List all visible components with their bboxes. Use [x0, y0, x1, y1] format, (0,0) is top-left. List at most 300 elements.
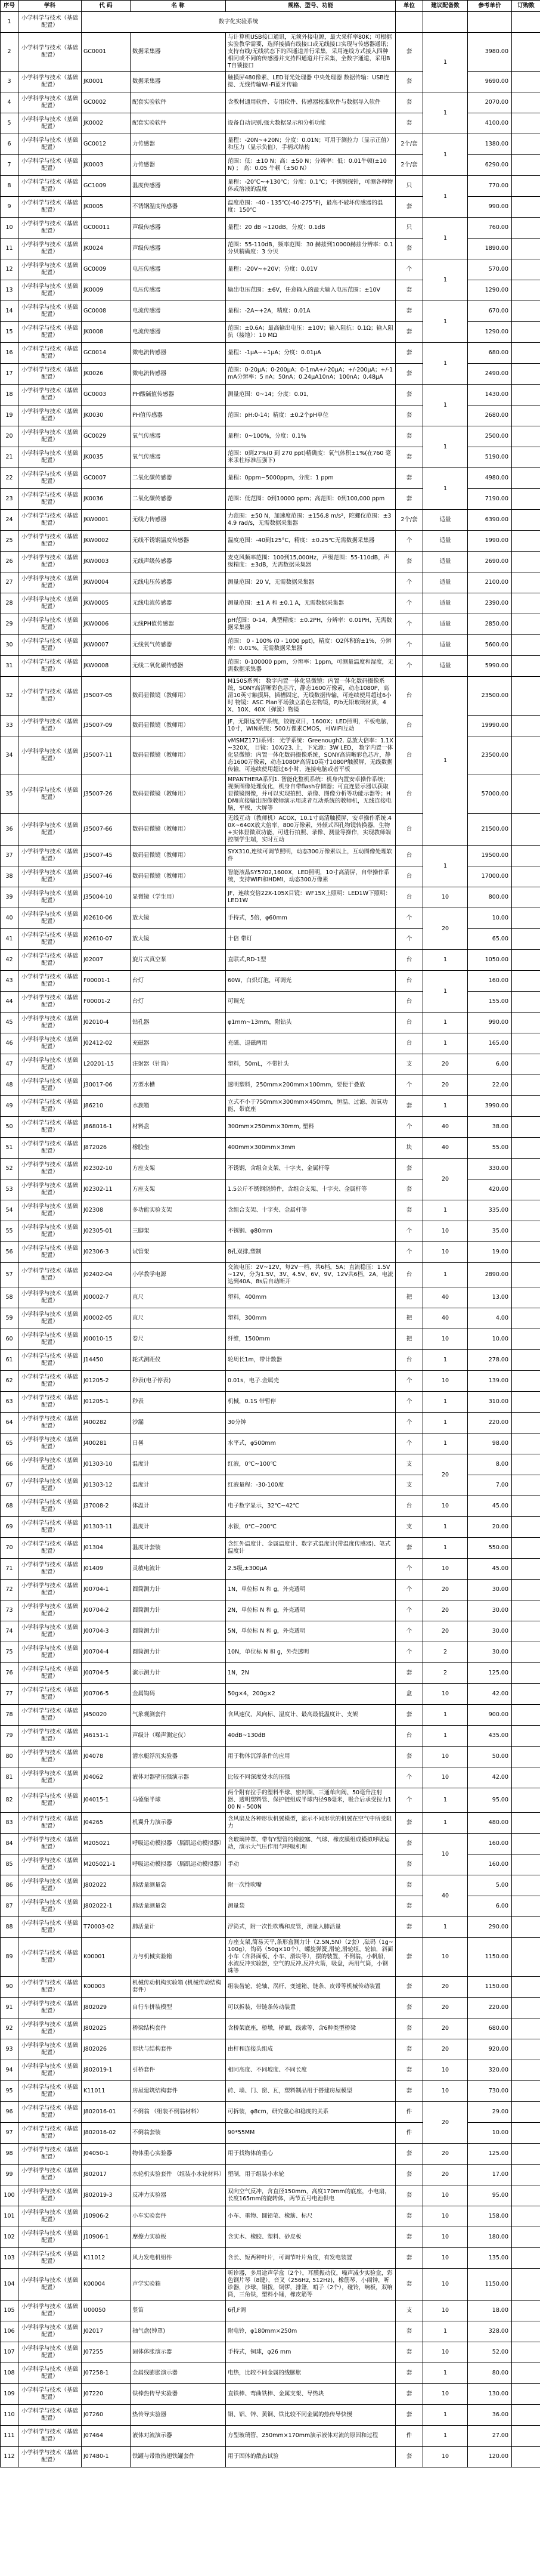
- table-row: [1, 677, 540, 716]
- cell-name: 声级传感器: [131, 239, 226, 259]
- cell-price: 2100.00: [468, 572, 512, 593]
- cell-name: 轮式测距仪: [131, 1350, 226, 1371]
- cell-unit: 套: [396, 2248, 423, 2269]
- cell-name: 数据采集器: [131, 72, 226, 92]
- cell-code: J802017: [82, 2165, 131, 2185]
- cell-unit: 套: [396, 1854, 423, 1875]
- cell-no: 64: [1, 1413, 18, 1433]
- table-row: [1, 1242, 540, 1263]
- table-row: [1, 552, 540, 572]
- cell-order: [512, 343, 540, 364]
- cell-qty: 1: [423, 1705, 468, 1726]
- cell-subject: 小学科学与技术（基础配置）: [18, 113, 82, 134]
- cell-price: 7.00: [468, 1475, 512, 1496]
- cell-unit: 个: [396, 531, 423, 552]
- cell-unit: 个: [396, 1767, 423, 1788]
- cell-subject: 小学科学与技术（基础配置）: [18, 1454, 82, 1475]
- cell-subject: 小学科学与技术（基础配置）: [18, 1854, 82, 1875]
- cell-name: 自行车拼装模型: [131, 1998, 226, 2018]
- cell-spec: 设备自动识别,强大数据显示和分析功能: [226, 113, 396, 134]
- table-row: [1, 2363, 540, 2384]
- cell-order: [512, 364, 540, 385]
- cell-name: PH值传感器: [131, 405, 226, 426]
- cell-spec: 0.01s，电子.金属壳: [226, 1371, 396, 1392]
- cell-unit: 套: [396, 92, 423, 113]
- cell-unit: 个: [396, 1433, 423, 1454]
- cell-name: 摩擦力实验板: [131, 2227, 226, 2248]
- table-row: [1, 2384, 540, 2405]
- table-row: [1, 1054, 540, 1075]
- table-row: [1, 2447, 540, 2467]
- cell-no: 105: [1, 2301, 18, 2321]
- cell-spec: 十倍 带灯: [226, 929, 396, 950]
- cell-name: 数码显微镜（教师用）: [131, 736, 226, 775]
- cell-subject: 小学科学与技术（基础配置）: [18, 2185, 82, 2206]
- cell-qty: 20: [423, 1977, 468, 1998]
- cell-spec: 量程：-20N~+20N；分度：0.01N；可用于测拉力（显示正值）和压力（显示负值），手柄式结构: [226, 134, 396, 155]
- cell-subject: 小学科学与技术（基础配置）: [18, 1896, 82, 1917]
- cell-code: J35007-26: [82, 775, 131, 814]
- cell-code: J01303-10: [82, 1454, 131, 1475]
- cell-name: 体温计: [131, 1496, 226, 1517]
- cell-price: 19.00: [468, 1242, 512, 1263]
- cell-price: 18.00: [468, 2301, 512, 2321]
- cell-order: [512, 1747, 540, 1767]
- cell-no: 35: [1, 775, 18, 814]
- cell-order: [512, 1475, 540, 1496]
- cell-price: 35.00: [468, 1221, 512, 1242]
- table-row: [1, 2405, 540, 2426]
- cell-qty: 2: [423, 1642, 468, 1663]
- cell-spec: 含长、短两种叶片，可调节叶片角度，有发电装置: [226, 2248, 396, 2269]
- cell-unit: 把: [396, 1308, 423, 1329]
- table-row: [1, 635, 540, 656]
- cell-code: J10906-1: [82, 2227, 131, 2248]
- cell-price: 125.00: [468, 1663, 512, 1684]
- cell-order: [512, 1496, 540, 1517]
- cell-unit: 个: [396, 1392, 423, 1413]
- cell-unit: 台: [396, 814, 423, 846]
- cell-price: 730.00: [468, 2081, 512, 2102]
- cell-spec: 附电铃，φ180mm×250m: [226, 2321, 396, 2342]
- table-row: [1, 1371, 540, 1392]
- cell-name: 二氧化碳传感器: [131, 489, 226, 510]
- cell-spec: 比较不同深度处水的压强: [226, 1767, 396, 1788]
- table-row: [1, 887, 540, 908]
- table-row: [1, 468, 540, 489]
- cell-spec: 范围：±0.6A；最高输出电压：±10V；输入阻抗：0.1Ω；输入阻抗（接地）：10 MΩ: [226, 322, 396, 343]
- cell-price: 135.00: [468, 2248, 512, 2269]
- cell-no: 94: [1, 2060, 18, 2081]
- cell-price: 2500.00: [468, 426, 512, 447]
- cell-spec: 水平式，φ500mm: [226, 1433, 396, 1454]
- table-row: [1, 1684, 540, 1705]
- cell-no: 61: [1, 1350, 18, 1371]
- cell-name: 钻孔器: [131, 1013, 226, 1033]
- cell-name: 数码显微镜（教师用）: [131, 677, 226, 716]
- cell-qty: 1: [423, 468, 468, 510]
- cell-subject: 小学科学与技术（基础配置）: [18, 1475, 82, 1496]
- cell-unit: 2个/套: [396, 155, 423, 176]
- cell-qty: 10: [423, 1684, 468, 1705]
- cell-order: [512, 635, 540, 656]
- cell-name: 放大镜: [131, 929, 226, 950]
- cell-spec: 含玻璃钟罩、带有Y型管的橡胶塞、气球、橡皮膜组成模拟呼吸运动，演示大气压作用与呼吸机理: [226, 1834, 396, 1854]
- cell-price: 160.00: [468, 1834, 512, 1854]
- cell-subject: 小学科学与技术（基础配置）: [18, 301, 82, 322]
- cell-spec: 300mm×250mm×30mm, 塑料: [226, 1117, 396, 1138]
- cell-qty: 10: [423, 2248, 468, 2269]
- table-row: [1, 1329, 540, 1350]
- cell-code: GC0014: [82, 343, 131, 364]
- cell-qty: 1: [423, 426, 468, 468]
- cell-spec: 直联式,RD-1型: [226, 950, 396, 971]
- cell-unit: 只: [396, 176, 423, 197]
- cell-code: J14450: [82, 1350, 131, 1371]
- cell-code: JK0026: [82, 364, 131, 385]
- cell-spec: 范围：0-100000 ppm，分辨率：1ppm，可测量温度和湿度，无需数据采集器: [226, 656, 396, 677]
- cell-qty: 1: [423, 176, 468, 218]
- cell-price: 98.00: [468, 1433, 512, 1454]
- cell-unit: 套: [396, 239, 423, 259]
- cell-no: 57: [1, 1263, 18, 1287]
- cell-code: J02302-10: [82, 1159, 131, 1179]
- cell-name: 数据采集器: [131, 33, 226, 72]
- cell-unit: 套: [396, 2269, 423, 2301]
- cell-qty: 10: [423, 2206, 468, 2227]
- cell-code: T70003-02: [82, 1917, 131, 1938]
- cell-order: [512, 1200, 540, 1221]
- cell-code: J35007-05: [82, 677, 131, 716]
- cell-spec: 可以拆装，带链条传动装置: [226, 1998, 396, 2018]
- cell-code: JKW0008: [82, 656, 131, 677]
- cell-name: 日晷: [131, 1433, 226, 1454]
- table-row: [1, 1538, 540, 1559]
- cell-subject: 小学科学与技术（基础配置）: [18, 866, 82, 887]
- table-row: [1, 1138, 540, 1159]
- cell-name: 力传感器: [131, 155, 226, 176]
- cell-order: [512, 2102, 540, 2123]
- cell-subject: 小学科学与技术（基础配置）: [18, 1917, 82, 1938]
- cell-price: 990.00: [468, 197, 512, 218]
- cell-qty: 10: [423, 1559, 468, 1580]
- cell-code: J07220: [82, 2384, 131, 2405]
- cell-spec: 可调光: [226, 992, 396, 1013]
- cell-code: JK0008: [82, 322, 131, 343]
- cell-name: 温度计: [131, 1517, 226, 1538]
- cell-spec: 8孔双排,塑制: [226, 1242, 396, 1263]
- cell-order: [512, 447, 540, 468]
- cell-order: [512, 2384, 540, 2405]
- cell-order: [512, 2363, 540, 2384]
- cell-price: 9690.00: [468, 72, 512, 92]
- cell-code: M205021: [82, 1834, 131, 1854]
- cell-spec: 方座支架,简易天平,条形盒测力计（2.5N,5N）（2套）,砝码（1g~100g），钩码（50g×10个），螺旋弹簧,滑轮,滑轮组，轮轴，斜面小车（含斜面板、小车、滑块等），摆的装置，不倒翁，小帆船，水流反冲实验器，空气的反冲,反冲火箭，吸盘，两用气筒，小钢珠等: [226, 1938, 396, 1977]
- cell-unit: 盒: [396, 1684, 423, 1705]
- header-name: 名 称: [131, 1, 226, 12]
- cell-order: [512, 2185, 540, 2206]
- cell-unit: 台: [396, 1496, 423, 1517]
- cell-no: 88: [1, 1917, 18, 1938]
- cell-no: 17: [1, 364, 18, 385]
- cell-name: 放大镜: [131, 908, 226, 929]
- cell-subject: 小学科学与技术（基础配置）: [18, 593, 82, 614]
- cell-code: J07260: [82, 2405, 131, 2426]
- cell-unit: 套: [396, 2405, 423, 2426]
- cell-order: [512, 1834, 540, 1854]
- cell-name: 试管架: [131, 1242, 226, 1263]
- cell-code: GC0029: [82, 426, 131, 447]
- cell-price: 1430.00: [468, 385, 512, 405]
- table-row: [1, 572, 540, 593]
- cell-order: [512, 2060, 540, 2081]
- cell-unit: 支: [396, 1475, 423, 1496]
- cell-price: 480.00: [468, 1813, 512, 1834]
- cell-no: 6: [1, 134, 18, 155]
- cell-unit: 套: [396, 1875, 423, 1896]
- cell-no: 28: [1, 593, 18, 614]
- cell-subject: 小学科学与技术（基础配置）: [18, 572, 82, 593]
- cell-no: 91: [1, 1998, 18, 2018]
- cell-price: 19990.00: [468, 716, 512, 736]
- cell-unit: 套: [396, 2206, 423, 2227]
- cell-no: 39: [1, 887, 18, 908]
- cell-unit: 套: [396, 426, 423, 447]
- cell-order: [512, 1896, 540, 1917]
- cell-no: 103: [1, 2248, 18, 2269]
- cell-subject: 小学科学与技术（基础配置）: [18, 259, 82, 280]
- table-row: [1, 2248, 540, 2269]
- cell-code: J02007: [82, 950, 131, 971]
- cell-subject: 小学科学与技术（基础配置）: [18, 1559, 82, 1580]
- cell-no: 34: [1, 736, 18, 775]
- cell-subject: 小学科学与技术（基础配置）: [18, 1308, 82, 1329]
- cell-name: 竖笛: [131, 2301, 226, 2321]
- cell-subject: 小学科学与技术（基础配置）: [18, 1938, 82, 1977]
- cell-spec: 6孔F调: [226, 2301, 396, 2321]
- cell-spec: 温度范围：-40 - 135℃(-40-275°F)，最高不破坏传感器的温度：150℃: [226, 197, 396, 218]
- cell-subject: 小学科学与技术（基础配置）: [18, 447, 82, 468]
- cell-code: J35004-10: [82, 887, 131, 908]
- cell-code: J35007-11: [82, 736, 131, 775]
- cell-no: 69: [1, 1517, 18, 1538]
- cell-code: GC0009: [82, 259, 131, 280]
- table-row: [1, 1663, 540, 1684]
- table-row: [1, 2426, 540, 2447]
- cell-spec: 1N，2N: [226, 1663, 396, 1684]
- cell-name: 液体对器壁压强演示器: [131, 1767, 226, 1788]
- cell-unit: 套: [396, 2363, 423, 2384]
- table-row: [1, 1600, 540, 1621]
- table-row: [1, 1517, 540, 1538]
- cell-spec: 范围：0到27%(0 到 270 ppt)精确度：氧气体积±1%(在760 毫米汞柱标准压强下): [226, 447, 396, 468]
- cell-code: J37008-2: [82, 1496, 131, 1517]
- table-row: [1, 1767, 540, 1788]
- cell-price: 680.00: [468, 343, 512, 364]
- cell-unit: 套: [396, 1977, 423, 1998]
- cell-no: 56: [1, 1242, 18, 1263]
- cell-code: JK0030: [82, 405, 131, 426]
- cell-order: [512, 2342, 540, 2363]
- cell-name: 不倒翁 （组装不倒翁材料）: [131, 2102, 226, 2123]
- cell-spec: 附一次性吹嘴: [226, 1875, 396, 1896]
- cell-unit: 个: [396, 259, 423, 280]
- cell-qty: 10: [423, 1371, 468, 1392]
- cell-price: 22.00: [468, 1075, 512, 1096]
- cell-price: 19500.00: [468, 846, 512, 866]
- cell-no: 86: [1, 1875, 18, 1896]
- cell-unit: 套: [396, 2081, 423, 2102]
- table-row: [1, 1350, 540, 1371]
- cell-name: 小学教学电源: [131, 1263, 226, 1287]
- cell-price: 5.00: [468, 1875, 512, 1896]
- cell-subject: 小学科学与技术（基础配置）: [18, 908, 82, 929]
- cell-order: [512, 1767, 540, 1788]
- cell-subject: 小学科学与技术（基础配置）: [18, 176, 82, 197]
- table-row: [1, 2269, 540, 2301]
- cell-order: [512, 155, 540, 176]
- table-row: [1, 343, 540, 364]
- cell-price: 139.00: [468, 1371, 512, 1392]
- cell-code: JKW0006: [82, 614, 131, 635]
- cell-order: [512, 1600, 540, 1621]
- cell-qty: 1: [423, 1392, 468, 1413]
- cell-subject: 小学科学与技术（基础配置）: [18, 364, 82, 385]
- cell-unit: 套: [396, 2321, 423, 2342]
- cell-name: 数码显微镜（教师用）: [131, 866, 226, 887]
- cell-subject: 小学科学与技术（基础配置）: [18, 2144, 82, 2165]
- cell-price: 125.00: [468, 2144, 512, 2165]
- cell-subject: 小学科学与技术（基础配置）: [18, 1834, 82, 1854]
- cell-code: J802019-3: [82, 2185, 131, 2206]
- cell-spec: JF，无限远光学系统，铰链双目，1600X；LED照明，平板电脑，10寸，WIN系统；500万像素CMOS，可WIFI互动: [226, 716, 396, 736]
- cell-name: 微电流传感器: [131, 364, 226, 385]
- cell-price: 65.00: [468, 929, 512, 950]
- cell-unit: 套: [396, 1998, 423, 2018]
- cell-name: 秒表(电子停表): [131, 1371, 226, 1392]
- header-subject: 学科: [18, 1, 82, 12]
- cell-name: 方座支架: [131, 1159, 226, 1179]
- cell-spec: 与计算机USB接口通讯，无须外接电源，最大采样率80K；可根据实验教学需要，选择接插有线接口或无线接口实现与传感器通讯；支持有线/无线状态下的四通道并行采集，采用连线方式接入四种相同或不同的传感器并支持四通道并行采集，全数字通道，采用BT自锁接口: [226, 33, 396, 72]
- cell-name: 配套实验软件: [131, 92, 226, 113]
- cell-unit: 台: [396, 887, 423, 908]
- cell-name: 氧气传感器: [131, 447, 226, 468]
- cell-unit: 套: [396, 1096, 423, 1117]
- table-row: [1, 1813, 540, 1834]
- cell-spec: 40dB~130dB: [226, 1726, 396, 1747]
- cell-spec: 双向空气反冲，含直径150mm，高度170mm的底座，小电扇，长度165mm的旋转体，两节五号电池供电: [226, 2185, 396, 2206]
- cell-no: 68: [1, 1496, 18, 1517]
- cell-unit: 把: [396, 1287, 423, 1308]
- cell-subject: 小学科学与技术（基础配置）: [18, 736, 82, 775]
- cell-subject: 小学科学与技术（基础配置）: [18, 2248, 82, 2269]
- cell-price: 30.00: [468, 1600, 512, 1621]
- cell-subject: 小学科学与技术（基础配置）: [18, 1159, 82, 1179]
- cell-unit: 个: [396, 1621, 423, 1642]
- cell-no: 30: [1, 635, 18, 656]
- cell-no: 10: [1, 218, 18, 239]
- cell-no: 15: [1, 322, 18, 343]
- table-row: [1, 426, 540, 447]
- cell-code: JKW0003: [82, 552, 131, 572]
- cell-order: [512, 2081, 540, 2102]
- cell-unit: 套: [396, 1179, 423, 1200]
- cell-qty: 1: [423, 2363, 468, 2384]
- cell-order: [512, 1221, 540, 1242]
- cell-name: 温度计: [131, 1475, 226, 1496]
- cell-order: [512, 1517, 540, 1538]
- cell-code: J802022-1: [82, 1896, 131, 1917]
- cell-code: J02610-06: [82, 908, 131, 929]
- cell-code: U00050: [82, 2301, 131, 2321]
- cell-spec: 量程：20 dB ~120dB，分度：0.1dB: [226, 218, 396, 239]
- cell-unit: 套: [396, 405, 423, 426]
- cell-name: 无线声级传感器: [131, 552, 226, 572]
- cell-qty: 1: [423, 1433, 468, 1454]
- cell-unit: 套: [396, 1747, 423, 1767]
- cell-no: 16: [1, 343, 18, 364]
- cell-order: [512, 1788, 540, 1813]
- cell-order: [512, 866, 540, 887]
- cell-subject: 小学科学与技术（基础配置）: [18, 1200, 82, 1221]
- cell-price: 920.00: [468, 2039, 512, 2060]
- cell-price: 21500.00: [468, 814, 512, 846]
- cell-qty: 10: [423, 887, 468, 908]
- cell-name: 温度传感器: [131, 176, 226, 197]
- cell-order: [512, 1977, 540, 1998]
- cell-name: 房屋建筑结构套件: [131, 2081, 226, 2102]
- cell-no: 63: [1, 1392, 18, 1413]
- cell-subject: 小学科学与技术（基础配置）: [18, 2060, 82, 2081]
- cell-spec: 2.5级,±300μA: [226, 1559, 396, 1580]
- cell-name: 数码显微镜（教师用）: [131, 814, 226, 846]
- cell-name: 无线不锈钢温度传感器: [131, 531, 226, 552]
- cell-code: JKW0002: [82, 531, 131, 552]
- cell-price: 328.00: [468, 2321, 512, 2342]
- cell-code: GC0007: [82, 468, 131, 489]
- cell-no: 44: [1, 992, 18, 1013]
- cell-price: 800.00: [468, 887, 512, 908]
- cell-price: 2070.00: [468, 92, 512, 113]
- cell-code: J00002-05: [82, 1308, 131, 1329]
- cell-name: 直尺: [131, 1308, 226, 1329]
- cell-order: [512, 2321, 540, 2342]
- cell-order: [512, 552, 540, 572]
- cell-price: 770.00: [468, 176, 512, 197]
- table-row: [1, 1433, 540, 1454]
- cell-qty: 适量: [423, 593, 468, 614]
- cell-unit: 套: [396, 2039, 423, 2060]
- cell-qty: 10: [423, 1242, 468, 1263]
- cell-code: J00002-7: [82, 1287, 131, 1308]
- cell-price: 29.00: [468, 2102, 512, 2123]
- table-row: [1, 1159, 540, 1179]
- cell-no: 58: [1, 1287, 18, 1308]
- header-no: 序号: [1, 1, 18, 12]
- cell-name: 材料盘: [131, 1117, 226, 1138]
- cell-qty: 20: [423, 2039, 468, 2060]
- table-row: [1, 950, 540, 971]
- cell-price: 45.00: [468, 1559, 512, 1580]
- cell-no: 96: [1, 2102, 18, 2123]
- cell-subject: 小学科学与技术（基础配置）: [18, 887, 82, 908]
- cell-qty: 20: [423, 1580, 468, 1600]
- cell-order: [512, 2144, 540, 2165]
- cell-spec: 60W，白炽灯泡，可调光: [226, 971, 396, 992]
- cell-code: J868016-1: [82, 1117, 131, 1138]
- cell-qty: 10: [423, 2185, 468, 2206]
- cell-price: 52.00: [468, 2342, 512, 2363]
